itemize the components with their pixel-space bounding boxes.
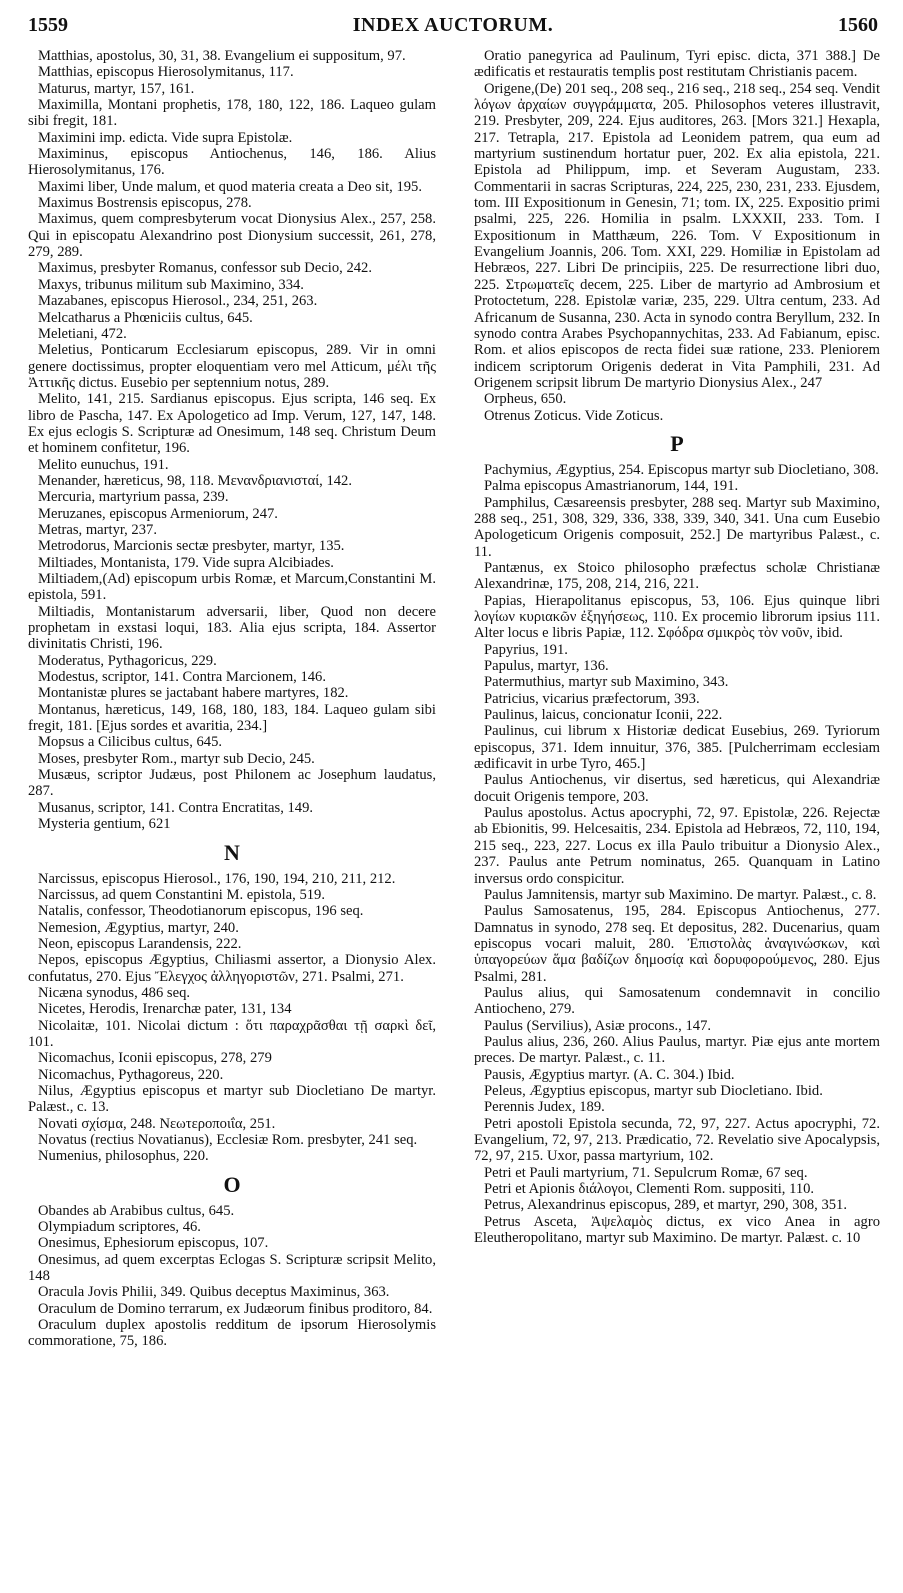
- index-entry: Maximi liber, Unde malum, et quod materia creata a Deo sit, 195.: [38, 178, 423, 195]
- index-entry: Papias, Hierapolitanus episcopus, 53, 106. Ejus quinque libri λογίων κυριακῶν ἐξηγήσεως, 110. Ex procemio librorum ipsius 111. Alter locus e libris Papiæ, 112. Σφόδρα σμικρὸς τὸν νοῦν, ibid.: [474, 592, 880, 642]
- index-entry: Miltiades, Montanista, 179. Vide supra Alcibiades.: [38, 554, 334, 571]
- index-entry: Maximus Bostrensis episcopus, 278.: [38, 195, 252, 212]
- section-letter: N: [224, 839, 240, 865]
- index-entry: Maximinus, episcopus Antiochenus, 146, 186. Alius Hierosolymitanus, 176.: [28, 146, 436, 179]
- index-entry: Paulus Antiochenus, vir disertus, sed hæreticus, qui Alexandriæ docuit Origenis tempore, 203.: [474, 772, 880, 805]
- index-entry: Narcissus, episcopus Hierosol., 176, 190, 194, 210, 211, 212.: [38, 870, 396, 887]
- right-page-number: 1560: [838, 14, 878, 36]
- index-entry: Narcissus, ad quem Constantini M. epistola, 519.: [38, 886, 325, 903]
- index-entry: Metrodorus, Marcionis sectæ presbyter, martyr, 135.: [38, 538, 345, 555]
- left-page-number: 1559: [28, 14, 68, 36]
- index-entry: Musæus, scriptor Judæus, post Philonem ac Josephum laudatus, 287.: [28, 767, 436, 800]
- index-entry: Mazabanes, episcopus Hierosol., 234, 251, 263.: [38, 293, 318, 310]
- index-entry: Petri et Pauli martyrium, 71. Sepulcrum Romæ, 67 seq.: [484, 1164, 808, 1181]
- index-entry: Numenius, philosophus, 220.: [38, 1148, 209, 1165]
- index-entry: Meletiani, 472.: [38, 325, 127, 342]
- index-entry: Maximilla, Montani prophetis, 178, 180, 122, 186. Laqueo gulam sibi fregit, 181.: [28, 97, 436, 130]
- index-entry: Pausis, Ægyptius martyr. (A. C. 304.) Ibid.: [484, 1066, 735, 1083]
- index-entry: Origene,(De) 201 seq., 208 seq., 216 seq., 218 seq., 254 seq. Vendit λόγων ἀρχαίων συγγράμματα, 205. Philosophos veteres illustravit, 219. Presbyter, 209, 224. Ejus auditores, 263. [Mors 321.] Hexapla, 217. Tetrapla, 217. Epistola ad Leonidem patrem, qua eum ad martyrium sustinendum hortatur puer, 202. Ex alia epistola, 221. Epistola ad Philippum, imp. et Severam Augustam, 233. Commentarii in sacras Scripturas, 224, 225, 230, 231, 233. Ejusdem, tom. III Expositionum in Genesin, 71; tom. IX, 225. Expositio primi psalmi, 225, 226. Homilia in psalm. LXXXII, 233. Tom. I Expositionum in Matthæum, 226. Tom. V Expositionum in Evangelium Joannis, 206. Tom. XXI, 229. Homiliæ in Epistolam ad Hebræos, 227. Libri De principiis, 225. De resurrectione libri duo, 225. Στρωματεῖς decem, 225. Liber de martyrio ad Ambrosium et Protoctetum, 228. Epistolæ variæ, 235, 229. Ultra centum, 233. Ad Africanum de Susanna, 230. Acta in synodo contra Beryllum, 232. In synodo contra Arabes Psychopannychitas, 233. Ad Fabianum, episc. Rom. et alios episcopos de recta fidei suæ ratione, 233. Pleniorem indicem scriptorum Origenis dederat in Vita Pamphili, 231. Ad Origenem scripsit librum De martyrio Dionysius Alex., 247: [474, 80, 880, 391]
- index-entry: Maxys, tribunus militum sub Maximino, 334.: [38, 276, 304, 293]
- index-entry: Novatus (rectius Novatianus), Ecclesiæ Rom. presbyter, 241 seq.: [38, 1132, 418, 1148]
- index-entry: Petrus, Alexandrinus episcopus, 289, et martyr, 290, 308, 351.: [484, 1197, 847, 1214]
- index-entry: Oraculum de Domino terrarum, ex Judæorum finibus proditoro, 84.: [38, 1300, 433, 1317]
- index-entry: Nicæna synodus, 486 seq.: [38, 984, 191, 1001]
- index-entry: Melcatharus a Phœniciis cultus, 645.: [38, 309, 253, 326]
- index-entry: Matthias, apostolus, 30, 31, 38. Evangelium ei suppositum, 97.: [38, 48, 406, 64]
- index-entry: Paulus Samosatenus, 195, 284. Episcopus Antiochenus, 277. Damnatus in synodo, 278 seq. Et depositus, 282. Ducenarius, quam episcopus vocari maluit, 280. Ἐπιστολὰς ἀναγινώσκων, καὶ ὑπαγορεύων ἅμα βαδίζων δημοσίᾳ καὶ δορυφορούμενος, 280. Ejus Psalmi, 281.: [474, 903, 880, 985]
- index-entry: Miltiadem,(Ad) episcopum urbis Romæ, et Marcum,Constantini M. epistola, 591.: [28, 571, 436, 604]
- right-column: [474, 48, 880, 1246]
- index-entry: Oratio panegyrica ad Paulinum, Tyri episc. dicta, 371 388.] De ædificatis et restauratis templis post restitutam Christianis pacem.: [474, 48, 880, 81]
- index-entry: Metras, martyr, 237.: [38, 521, 157, 538]
- index-entry: Montanus, hæreticus, 149, 168, 180, 183, 184. Laqueo gulam sibi fregit, 181. [Ejus sordes et avaritia, 234.]: [28, 701, 436, 735]
- index-entry: Pachymius, Ægyptius, 254. Episcopus martyr sub Diocletiano, 308.: [484, 461, 879, 478]
- index-entry: Olympiadum scriptores, 46.: [38, 1219, 201, 1236]
- index-entry: Paulus apostolus. Actus apocryphi, 72, 97. Epistolæ, 226. Rejectæ ab Ebionitis, 99. Helcesaitis, 234. Epistola ad Hebræos, 72, 110, 194, 215 seq., 223, 227. Locus ex illa Paulo tribuitur a Dionysio Alex., 237. Paulus ante Petrum nominatus, 265. Quanquam in Latino inversus ordo conspicitur.: [474, 805, 880, 887]
- index-entry: Mercuria, martyrium passa, 239.: [38, 489, 229, 506]
- index-entry: Meruzanes, episcopus Armeniorum, 247.: [38, 505, 278, 522]
- index-entry: Musanus, scriptor, 141. Contra Encratitas, 149.: [38, 799, 314, 816]
- index-entry: Onesimus, ad quem excerptas Eclogas S. Scripturæ scripsit Melito, 148: [28, 1251, 436, 1285]
- index-entry: Paulinus, cui librum x Historiæ dedicat Eusebius, 269. Tyriorum episcopus, 371. Idem innuitur, 376, 385. [Pulcherrimam ecclesiam ædificavit in urbe Tyro, 465.]: [474, 723, 880, 773]
- index-entry: Natalis, confessor, Theodotianorum episcopus, 196 seq.: [38, 903, 364, 920]
- index-entry: Menander, hæreticus, 98, 118. Μενανδριανισταί, 142.: [38, 472, 352, 489]
- left-column: [28, 48, 436, 1350]
- index-entry: Mysteria gentium, 621: [38, 816, 171, 833]
- index-entry: Petri apostoli Epistola secunda, 72, 97, 227. Actus apocryphi, 72. Evangelium, 72, 97, 213. Prædicatio, 72. Revelatio sive Apocalypsis, 72, 97, 215. Uxor, passa martyrium, 102.: [474, 1115, 880, 1165]
- index-entry: Moderatus, Pythagoricus, 229.: [38, 652, 217, 669]
- index-entry: Paulinus, laicus, concionatur Iconii, 222.: [484, 707, 723, 724]
- index-entry: Nicomachus, Pythagoreus, 220.: [38, 1066, 224, 1083]
- index-entry: Paulus Jamnitensis, martyr sub Maximino. De martyr. Palæst., c. 8.: [484, 886, 877, 903]
- section-letter: O: [223, 1171, 241, 1197]
- index-entry: Melito eunuchus, 191.: [38, 456, 169, 473]
- index-entry: Petrus Asceta, Ἀψελαμὸς dictus, ex vico Anea in agro Eleutheropolitano, martyr sub Maximino. De martyr. Palæst. c. 10: [474, 1213, 880, 1247]
- running-title: INDEX AUCTORUM.: [352, 14, 554, 36]
- index-entry: Oracula Jovis Philii, 349. Quibus deceptus Maximinus, 363.: [38, 1284, 390, 1301]
- index-entry: Papyrius, 191.: [484, 641, 568, 658]
- index-entry: Nicomachus, Iconii episcopus, 278, 279: [38, 1050, 272, 1067]
- index-entry: Nicolaitæ, 101. Nicolai dictum : ὅτι παραχρᾶσθαι τῇ σαρκὶ δεῖ, 101.: [28, 1017, 436, 1050]
- index-entry: Paulus alius, qui Samosatenum condemnavit in concilio Antiocheno, 279.: [474, 984, 880, 1018]
- index-entry: Paulus alius, 236, 260. Alius Paulus, martyr. Piæ ejus ante mortem preces. De martyr. Palæst., c. 11.: [474, 1033, 880, 1067]
- index-entry: Melito, 141, 215. Sardianus episcopus. Ejus scripta, 146 seq. Ex libro de Pascha, 147. Ex Apologetico ad Imp. Verum, 127, 147, 148. Ex ejus eclogis S. Scripturæ ad Onesimum, 148 seq. Christum Deum et hominem confitetur, 196.: [28, 391, 436, 457]
- index-entry: Paulus (Servilius), Asiæ procons., 147.: [484, 1017, 712, 1034]
- index-entry: Patermuthius, martyr sub Maximino, 343.: [484, 674, 729, 691]
- index-entry: Nicetes, Herodis, Irenarchæ pater, 131, 134: [38, 1001, 292, 1018]
- index-entry: Miltiadis, Montanistarum adversarii, liber, Quod non decere prophetam in exstasi loqui, 183. Alia ejus scripta, 184. Assertor divinitatis Christi, 196.: [28, 603, 436, 653]
- index-entry: Papulus, martyr, 136.: [484, 658, 609, 675]
- index-entry: Maturus, martyr, 157, 161.: [38, 80, 195, 97]
- index-entry: Pantænus, ex Stoico philosopho præfectus scholæ Christianæ Alexandrinæ, 175, 208, 214, 216, 221.: [474, 559, 880, 593]
- section-letter: P: [670, 430, 684, 456]
- index-entry: Montanistæ plures se jactabant habere martyres, 182.: [38, 685, 349, 702]
- index-entry: Nilus, Ægyptius episcopus et martyr sub Diocletiano De martyr. Palæst., c. 13.: [28, 1082, 436, 1116]
- page-header: [28, 14, 878, 40]
- index-entry: Petri et Apionis διάλογοι, Clementi Rom. suppositi, 110.: [484, 1181, 815, 1198]
- index-entry: Nemesion, Ægyptius, martyr, 240.: [38, 919, 239, 936]
- index-entry: Orpheus, 650.: [484, 391, 567, 408]
- index-entry: Maximini imp. edicta. Vide supra Epistolæ.: [38, 129, 293, 146]
- index-entry: Patricius, vicarius præfectorum, 393.: [484, 690, 700, 707]
- index-entry: Pamphilus, Cæsareensis presbyter, 288 seq. Martyr sub Maximino, 288 seq., 251, 308, 329, 336, 338, 339, 340, 341. Una cum Eusebio Apologeticum Origenis composuit, 252.] De martyribus Palæst., c. 11.: [474, 494, 880, 560]
- index-entry: Modestus, scriptor, 141. Contra Marcionem, 146.: [38, 669, 327, 686]
- index-entry: Moses, presbyter Rom., martyr sub Decio, 245.: [38, 750, 315, 767]
- index-entry: Nepos, episcopus Ægyptius, Chiliasmi assertor, a Dionysio Alex. confutatus, 270. Ejus Ἔλεγχος ἀλληγοριστῶν, 271. Psalmi, 271.: [28, 952, 436, 985]
- index-entry: Maximus, presbyter Romanus, confessor sub Decio, 242.: [38, 260, 372, 277]
- index-entry: Palma episcopus Amastrianorum, 144, 191.: [484, 478, 739, 495]
- index-entry: Oraculum duplex apostolis redditum de ipsorum Hierosolymis commoratione, 75, 186.: [28, 1317, 436, 1350]
- index-entry: Matthias, episcopus Hierosolymitanus, 117.: [38, 64, 294, 81]
- index-entry: Onesimus, Ephesiorum episcopus, 107.: [38, 1235, 269, 1252]
- index-entry: Maximus, quem compresbyterum vocat Dionysius Alex., 257, 258. Qui in episcopatu Alexandrino post Dionysium successit, 261, 278, 279, 289.: [28, 211, 436, 261]
- index-entry: Obandes ab Arabibus cultus, 645.: [38, 1202, 235, 1219]
- index-entry: Meletius, Ponticarum Ecclesiarum episcopus, 289. Vir in omni genere doctissimus, propter eloquentiam vero mel Atticum, μέλι τῆς Ἀττικῆς dictus. Eusebio per septennium notus, 289.: [28, 342, 436, 391]
- index-entry: Peleus, Ægyptius episcopus, martyr sub Diocletiano. Ibid.: [484, 1082, 823, 1099]
- index-entry: Neon, episcopus Larandensis, 222.: [38, 935, 242, 952]
- index-entry: Otrenus Zoticus. Vide Zoticus.: [484, 407, 664, 424]
- index-entry: Mopsus a Cilicibus cultus, 645.: [38, 734, 223, 751]
- index-entry: Perennis Judex, 189.: [484, 1099, 605, 1116]
- index-entry: Novati σχίσμα, 248. Νεωτεροποιΐα, 251.: [38, 1115, 276, 1132]
